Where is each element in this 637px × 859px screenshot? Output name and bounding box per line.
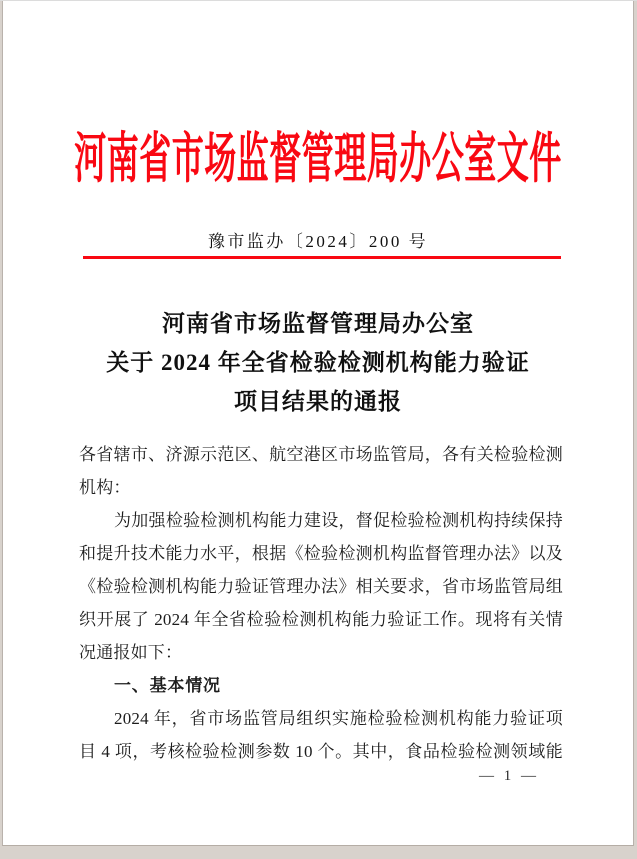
document-number: 豫市监办〔2024〕200 号 [207,232,429,251]
body-text-line: 目 4 项，考核检验检测参数 10 个。其中，食品检验检测领域能 [79,742,563,761]
title-line-2: 关于 2024 年全省检验检测机构能力验证 [106,350,530,375]
body-text-line: 和提升技术能力水平，根据《检验检测机构监督管理办法》以及 [79,544,563,563]
body-text-line: 2024 年，省市场监管局组织实施检验检测机构能力验证项 [114,709,563,728]
body-text-line: 《检验检测机构能力验证管理办法》相关要求，省市场监管局组 [79,577,563,596]
title-line-1: 河南省市场监督管理局办公室 [162,311,474,336]
body-text-line: 为加强检验检测机构能力建设，督促检验检测机构持续保持 [114,511,563,530]
body-text-line: 况通报如下： [79,643,183,662]
document-body [79,438,563,768]
body-text-line: 织开展了 2024 年全省检验检测机构能力验证工作。现将有关情 [79,610,563,629]
body-text-line: 一、基本情况 [114,676,221,695]
document-header-banner: 河南省市场监督管理局办公室文件 [74,127,562,189]
red-divider-line [83,256,561,259]
title-line-3: 项目结果的通报 [234,389,402,414]
document-page [2,1,634,846]
document-title [3,304,633,421]
body-text-line: 各省辖市、济源示范区、航空港区市场监管局，各有关检验检测 [79,445,563,464]
body-text-line: 机构： [79,478,131,497]
page-number: — 1 — [479,768,539,784]
